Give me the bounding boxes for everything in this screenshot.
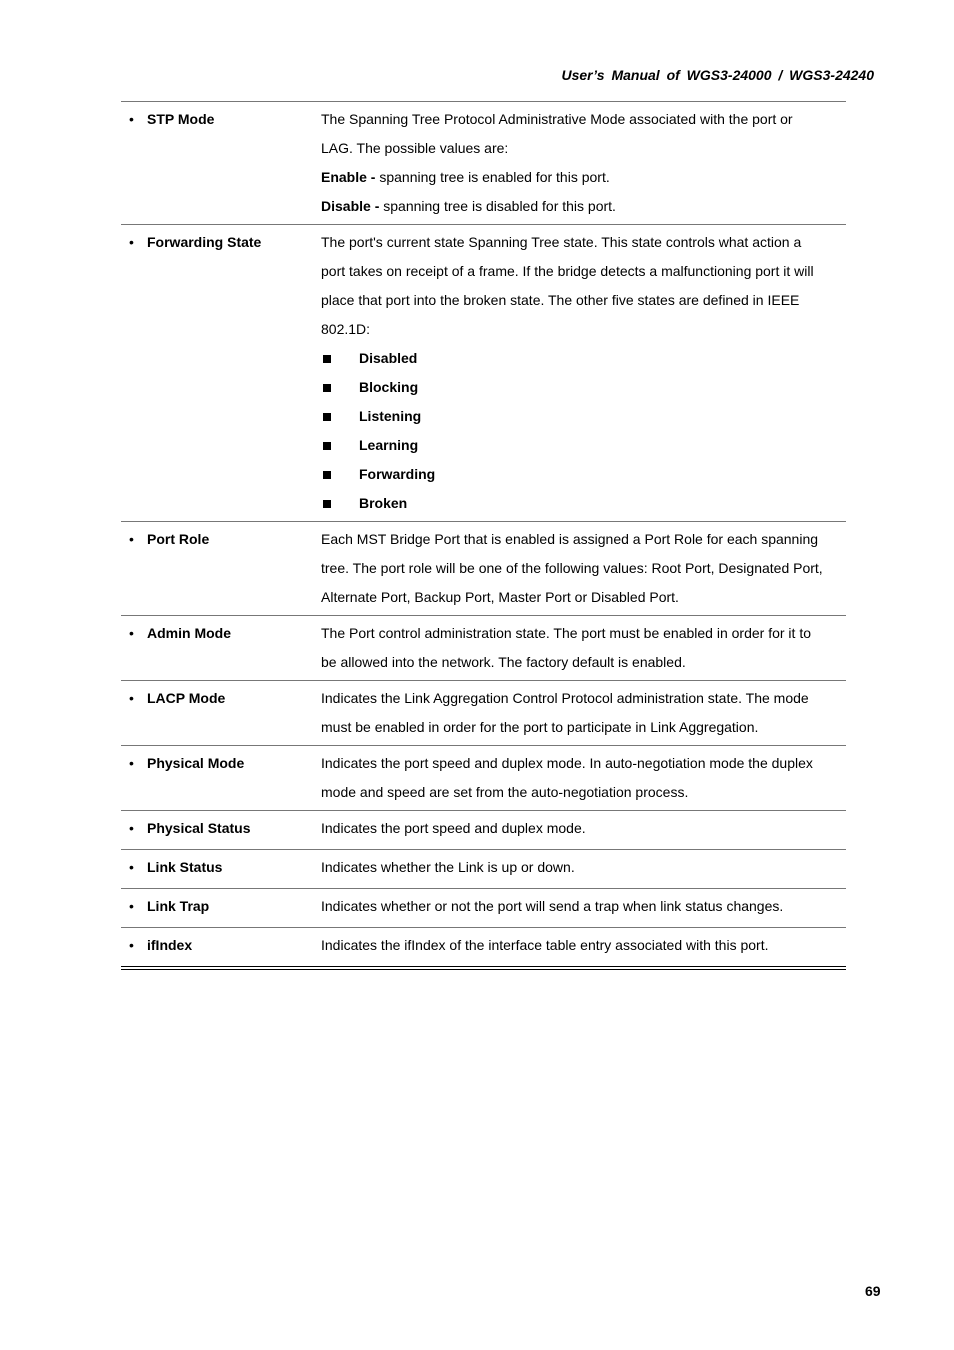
description-line: Indicates the Link Aggregation Control Protocol administration state. The mode — [321, 690, 809, 706]
term-cell — [121, 522, 321, 616]
option-label: Enable - — [321, 169, 376, 185]
state-label: Broken — [359, 495, 408, 511]
state-label: Listening — [359, 408, 422, 424]
description-line: tree. The port role will be one of the following values: Root Port, Designated Port, — [321, 560, 823, 576]
description-cell — [321, 522, 846, 616]
description-line: 802.1D: — [321, 321, 371, 337]
description-line: Alternate Port, Backup Port, Master Port or Disabled Port. — [321, 589, 679, 605]
state-list-item — [321, 431, 846, 460]
table-row — [121, 746, 846, 811]
term-label: Link Trap — [147, 898, 210, 914]
bullet-icon: • — [129, 625, 134, 641]
description-cell — [321, 850, 846, 889]
description-line: The port's current state Spanning Tree state. This state controls what action a — [321, 234, 802, 250]
term-label: Link Status — [147, 859, 223, 875]
square-bullet-icon — [323, 500, 331, 508]
parameter-table — [121, 101, 846, 970]
term-label: Admin Mode — [147, 625, 231, 641]
option-text: spanning tree is disabled for this port. — [379, 198, 616, 214]
table-row — [121, 102, 846, 225]
bullet-icon: • — [129, 820, 134, 836]
table-row — [121, 616, 846, 681]
bullet-icon: • — [129, 937, 134, 953]
table-row — [121, 681, 846, 746]
bullet-icon: • — [129, 111, 134, 127]
table-row — [121, 889, 846, 928]
table-row — [121, 850, 846, 889]
bullet-icon: • — [129, 859, 134, 875]
state-list-item — [321, 460, 846, 489]
state-list-item — [321, 344, 846, 373]
term-cell — [121, 746, 321, 811]
bullet-icon: • — [129, 755, 134, 771]
term-cell — [121, 850, 321, 889]
term-label: STP Mode — [147, 111, 215, 127]
square-bullet-icon — [323, 471, 331, 479]
bullet-icon: • — [129, 531, 134, 547]
option-line — [321, 192, 846, 221]
bullet-icon: • — [129, 898, 134, 914]
term-cell — [121, 225, 321, 522]
state-label: Blocking — [359, 379, 419, 395]
description-line: Indicates whether the Link is up or down. — [321, 859, 575, 875]
description-line: be allowed into the network. The factory default is enabled. — [321, 654, 686, 670]
page-header: User’s Manual of WGS3-24000 / WGS3-24240 — [561, 67, 874, 83]
description-cell — [321, 928, 846, 969]
term-cell — [121, 889, 321, 928]
term-cell — [121, 811, 321, 850]
page-number: 69 — [865, 1283, 881, 1299]
table-row — [121, 522, 846, 616]
option-text: spanning tree is enabled for this port. — [375, 169, 610, 185]
term-label: LACP Mode — [147, 690, 226, 706]
table-row — [121, 225, 846, 522]
term-label: Physical Mode — [147, 755, 245, 771]
state-list-item — [321, 489, 846, 518]
option-line — [321, 163, 846, 192]
state-label: Learning — [359, 437, 419, 453]
option-label: Disable - — [321, 198, 380, 214]
description-cell — [321, 225, 846, 522]
square-bullet-icon — [323, 384, 331, 392]
description-line: Indicates the port speed and duplex mode. In auto-negotiation mode the duplex — [321, 755, 813, 771]
description-cell — [321, 102, 846, 225]
term-label: Physical Status — [147, 820, 251, 836]
state-list-item — [321, 402, 846, 431]
description-cell — [321, 616, 846, 681]
square-bullet-icon — [323, 355, 331, 363]
description-cell — [321, 681, 846, 746]
table-row — [121, 928, 846, 969]
term-cell — [121, 928, 321, 969]
description-line: Indicates the ifIndex of the interface table entry associated with this port. — [321, 937, 769, 953]
term-cell — [121, 102, 321, 225]
term-label: Port Role — [147, 531, 210, 547]
description-line: LAG. The possible values are: — [321, 140, 509, 156]
square-bullet-icon — [323, 413, 331, 421]
description-cell — [321, 889, 846, 928]
term-label: Forwarding State — [147, 234, 262, 250]
description-line: The Port control administration state. The port must be enabled in order for it to — [321, 625, 811, 641]
description-line: must be enabled in order for the port to participate in Link Aggregation. — [321, 719, 759, 735]
description-line: place that port into the broken state. The other five states are defined in IEEE — [321, 292, 800, 308]
state-label: Disabled — [359, 350, 418, 366]
term-cell — [121, 681, 321, 746]
bullet-icon: • — [129, 234, 134, 250]
state-label: Forwarding — [359, 466, 436, 482]
term-label: ifIndex — [147, 937, 193, 953]
description-line: Indicates whether or not the port will send a trap when link status changes. — [321, 898, 784, 914]
square-bullet-icon — [323, 442, 331, 450]
description-cell — [321, 746, 846, 811]
term-cell — [121, 616, 321, 681]
state-list-item — [321, 373, 846, 402]
table-row — [121, 811, 846, 850]
bullet-icon: • — [129, 690, 134, 706]
description-line: The Spanning Tree Protocol Administrative Mode associated with the port or — [321, 111, 793, 127]
description-line: Each MST Bridge Port that is enabled is assigned a Port Role for each spanning — [321, 531, 819, 547]
description-line: Indicates the port speed and duplex mode. — [321, 820, 586, 836]
description-line: port takes on receipt of a frame. If the bridge detects a malfunctioning port it will — [321, 263, 814, 279]
description-cell — [321, 811, 846, 850]
description-line: mode and speed are set from the auto-negotiation process. — [321, 784, 689, 800]
